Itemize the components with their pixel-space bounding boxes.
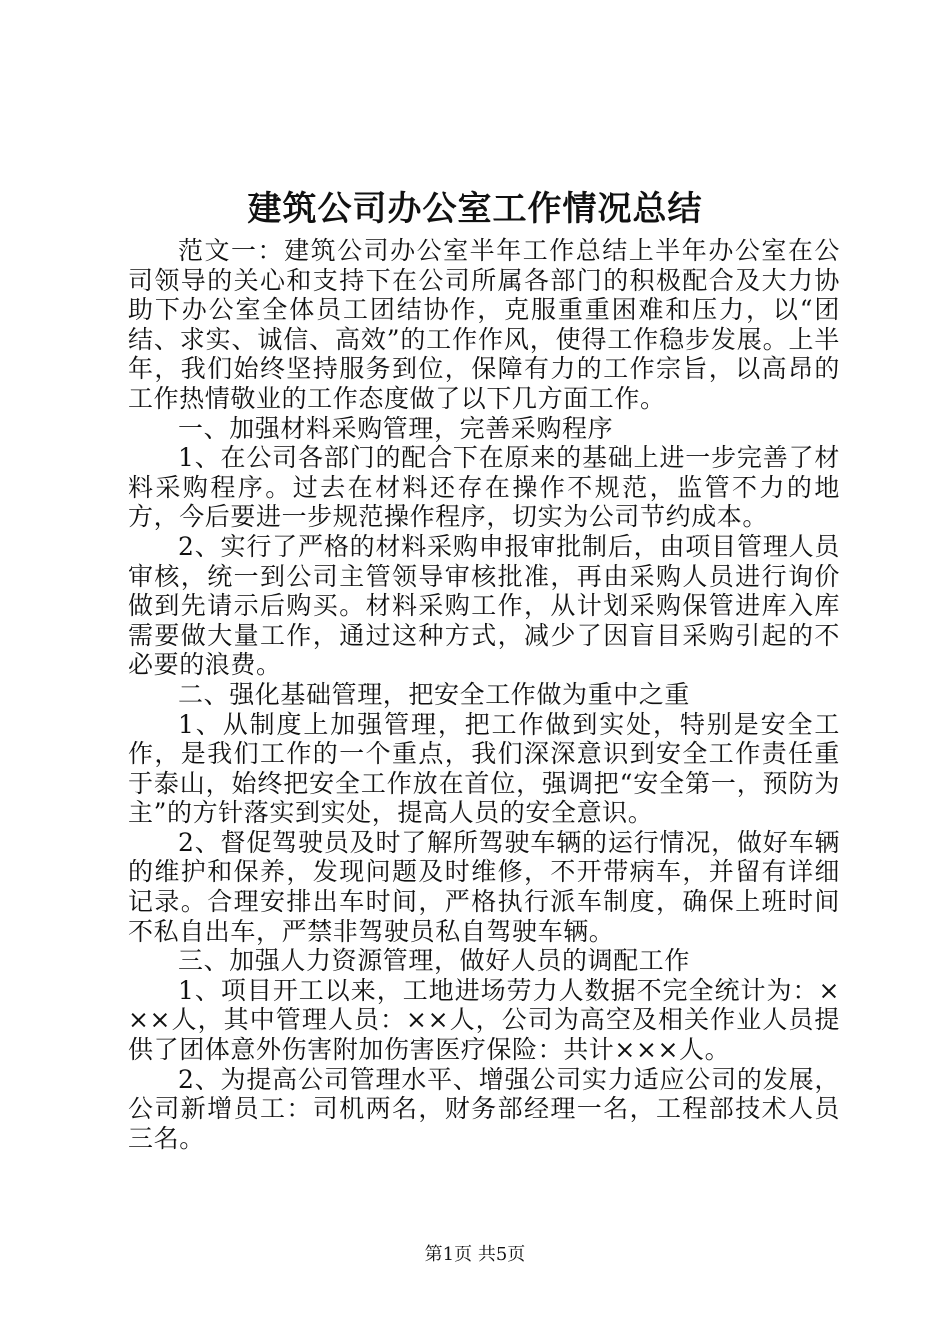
paragraph-3-1: 1、项目开工以来，工地进场劳力人数据不完全统计为：×××人，其中管理人员：××人，公司为高空及相关作业人员提供了团体意外伤害附加伤害医疗保险：共计×××人。: [128, 975, 840, 1065]
section-heading-1: 一、加强材料采购管理，完善采购程序: [178, 413, 614, 443]
paragraph-intro: 范文一：建筑公司办公室半年工作总结上半年办公室在公司领导的关心和支持下在公司所属各部门的积极配合及大力协助下办公室全体员工团结协作，克服重重困难和压力，以“团结、求实、诚信、高效”的工作作风，使得工作稳步发展。上半年，我们始终坚持服务到位，保障有力的工作宗旨，以高昂的工作热情敬业的工作态度做了以下几方面工作。: [128, 236, 840, 413]
paragraph-1-2: 2、实行了严格的材料采购申报审批制后，由项目管理人员审核，统一到公司主管领导审核批准，再由采购人员进行询价做到先请示后购买。材料采购工作，从计划采购保管进库入库需要做大量工作，通过这种方式，减少了因盲目采购引起的不必要的浪费。: [128, 531, 840, 680]
paragraph-2-1: 1、从制度上加强管理，把工作做到实处，特别是安全工作，是我们工作的一个重点，我们深深意识到安全工作责任重于泰山，始终把安全工作放在首位，强调把“安全第一，预防为主”的方针落实到实处，提高人员的安全意识。: [128, 709, 840, 828]
document-body: [128, 236, 840, 1153]
section-heading-3: 三、加强人力资源管理，做好人员的调配工作: [178, 946, 691, 976]
page-footer: 第1页 共5页: [424, 1244, 526, 1265]
document-title: 建筑公司办公室工作情况总结: [247, 189, 703, 229]
paragraph-1-1: 1、在公司各部门的配合下在原来的基础上进一步完善了材料采购程序。过去在材料还存在操作不规范，监管不力的地方，今后要进一步规范操作程序，切实为公司节约成本。: [128, 443, 840, 532]
paragraph-3-2: 2、为提高公司管理水平、增强公司实力适应公司的发展，公司新增员工：司机两名，财务部经理一名，工程部技术人员三名。: [128, 1064, 840, 1153]
paragraph-2-2: 2、督促驾驶员及时了解所驾驶车辆的运行情况，做好车辆的维护和保养，发现问题及时维修，不开带病车，并留有详细记录。合理安排出车时间，严格执行派车制度，确保上班时间不私自出车，严禁非驾驶员私自驾驶车辆。: [128, 827, 840, 946]
section-heading-2: 二、强化基础管理，把安全工作做为重中之重: [178, 679, 691, 709]
